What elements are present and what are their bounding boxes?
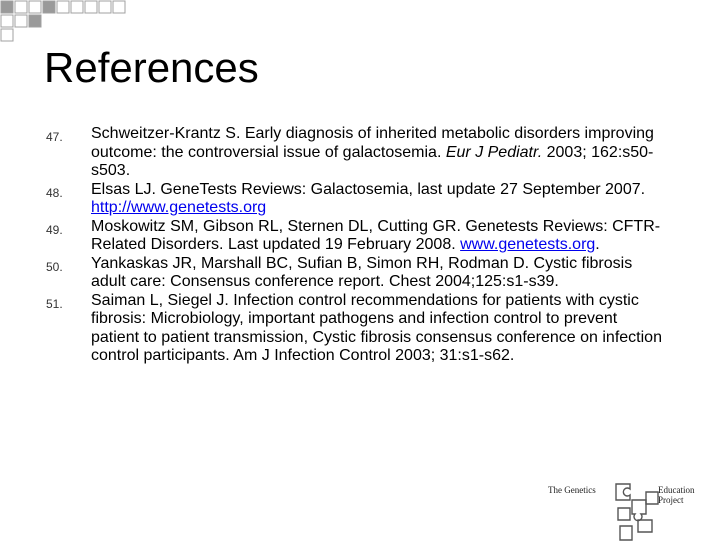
reference-text-part: Moskowitz SM, Gibson RL, Sternen DL, Cutting GR. Genetests Reviews: CFTR-Related Disorders. Last updated 19 February 2008. (91, 217, 661, 253)
reference-text (91, 255, 666, 292)
reference-text-part: 2003; 162:s50-s503. (91, 143, 654, 179)
slide-title: References (44, 44, 259, 91)
reference-list (46, 125, 666, 366)
reference-item (46, 255, 666, 292)
reference-text (91, 218, 666, 255)
reference-number: 48. (46, 185, 63, 200)
reference-item (46, 125, 666, 181)
reference-link[interactable]: http://www.genetests.org (91, 199, 267, 216)
reference-item (46, 292, 666, 366)
reference-link[interactable]: www.genetests.org (460, 236, 596, 253)
reference-text-part: Saiman L, Siegel J. Infection control recommendations for patients with cystic fibrosis: Microbiology, important pathogens and infection control to prevent patient to patient transmission, Cystic fibrosis consensus conference on infection control participants. Am J Infection Control 2003; 31:s1-s62. (91, 291, 662, 364)
reference-text (91, 292, 666, 366)
logo-right-text: Education Project (658, 485, 695, 505)
logo-left-text: The Genetics (548, 485, 596, 495)
decorative-squares (0, 0, 140, 42)
journal-name: Eur J Pediatr. (445, 143, 543, 161)
reference-number: 49. (46, 222, 63, 237)
reference-text-part: Schweitzer-Krantz S. Early diagnosis of inherited metabolic disorders improving outcome: the controversial issue of galactosemia. (91, 125, 654, 161)
reference-text-part: Yankaskas JR, Marshall BC, Sufian B, Simon RH, Rodman D. Cystic fibrosis adult care: Consensus conference report. Chest 2004;125:s1-s39. (91, 254, 633, 290)
reference-text (91, 181, 666, 218)
reference-text-part: Elsas LJ. GeneTests Reviews: Galactosemia, last update 27 September 2007. (91, 180, 646, 198)
reference-number: 50. (46, 259, 63, 274)
reference-number: 51. (46, 296, 63, 311)
reference-item (46, 181, 666, 218)
reference-number: 47. (46, 130, 63, 144)
reference-text (91, 125, 666, 181)
reference-item (46, 218, 666, 255)
genetics-education-project-logo (540, 474, 720, 540)
reference-text-part: . (595, 236, 600, 253)
